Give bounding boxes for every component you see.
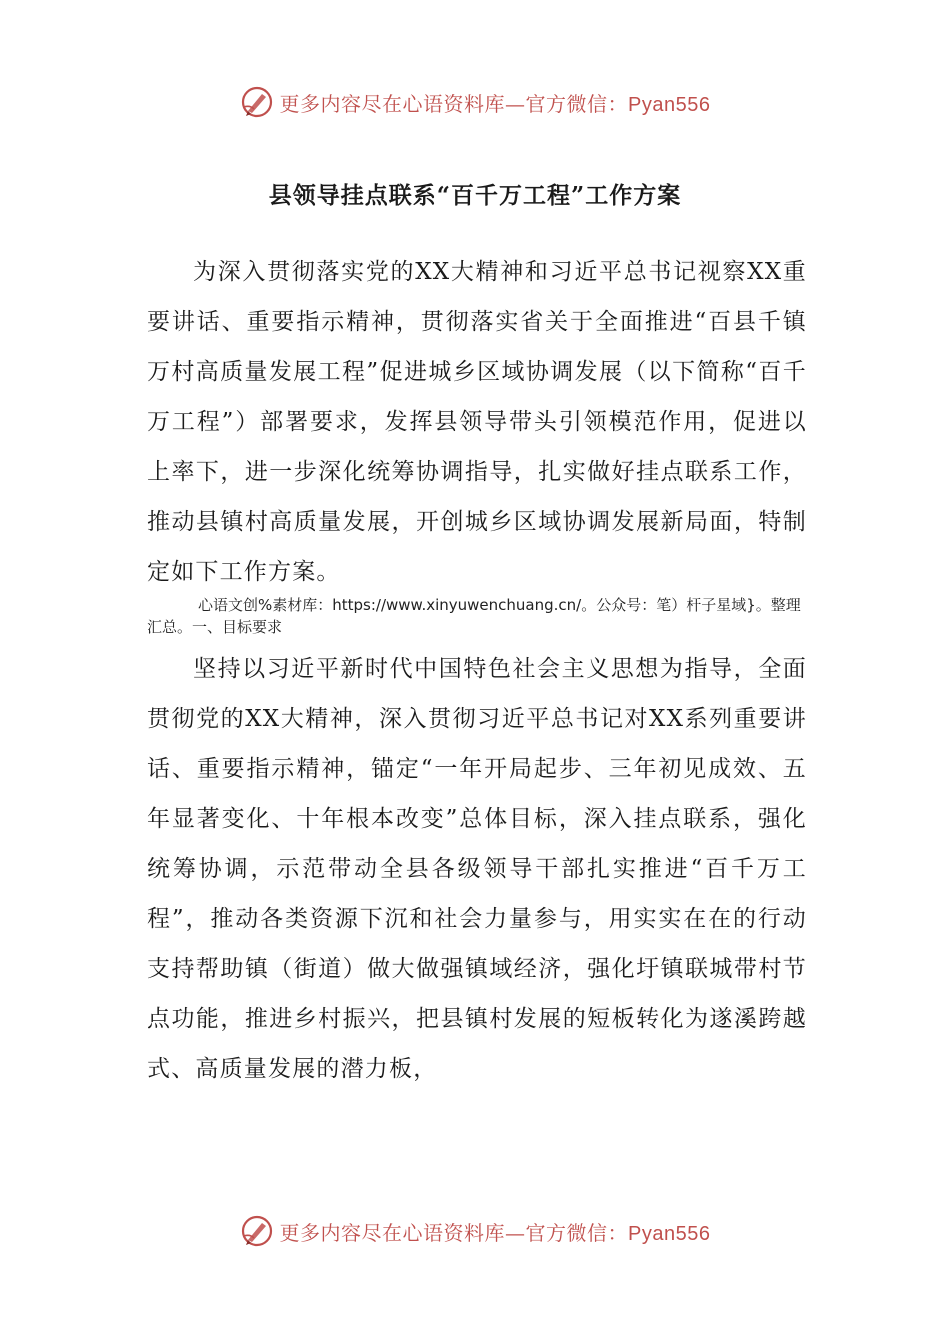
pen-logo-icon: [240, 85, 274, 119]
source-note: 心语文创%素材库：https://www.xinyuwenchuang.cn/。公众号：笔）杆子星域}。整理汇总。一、目标要求: [147, 596, 801, 636]
watermark-banner-bottom: [0, 1211, 950, 1251]
watermark-text: 更多内容尽在心语资料库—官方微信：Pyan556: [279, 1220, 711, 1245]
watermark-banner-top: [0, 82, 950, 122]
watermark-text: 更多内容尽在心语资料库—官方微信：Pyan556: [279, 91, 711, 116]
pen-logo-icon: [240, 1214, 274, 1248]
body-paragraph-intro: 为深入贯彻落实党的XX大精神和习近平总书记视察XX重要讲话、重要指示精神，贯彻落实省关于全面推进“百县千镇万村高质量发展工程”促进城乡区域协调发展（以下简称“百千万工程”）部署要求，发挥县领导带头引领模范作用，促进以上率下，进一步深化统筹协调指导，扎实做好挂点联系工作，推动县镇村高质量发展，开创城乡区域协调发展新局面，特制定如下工作方案。: [147, 259, 807, 585]
document-title: 县领导挂点联系“百千万工程”工作方案: [268, 182, 682, 209]
body-paragraph-goals: 坚持以习近平新时代中国特色社会主义思想为指导，全面贯彻党的XX大精神，深入贯彻习近平总书记对XX系列重要讲话、重要指示精神，锚定“一年开局起步、三年初见成效、五年显著变化、十年根本改变”总体目标，深入挂点联系，强化统筹协调，示范带动全县各级领导干部扎实推进“百千万工程”，推动各类资源下沉和社会力量参与，用实实在在的行动支持帮助镇（街道）做大做强镇域经济，强化圩镇联城带村节点功能，推进乡村振兴，把县镇村发展的短板转化为遂溪跨越式、高质量发展的潜力板，: [147, 656, 807, 1082]
